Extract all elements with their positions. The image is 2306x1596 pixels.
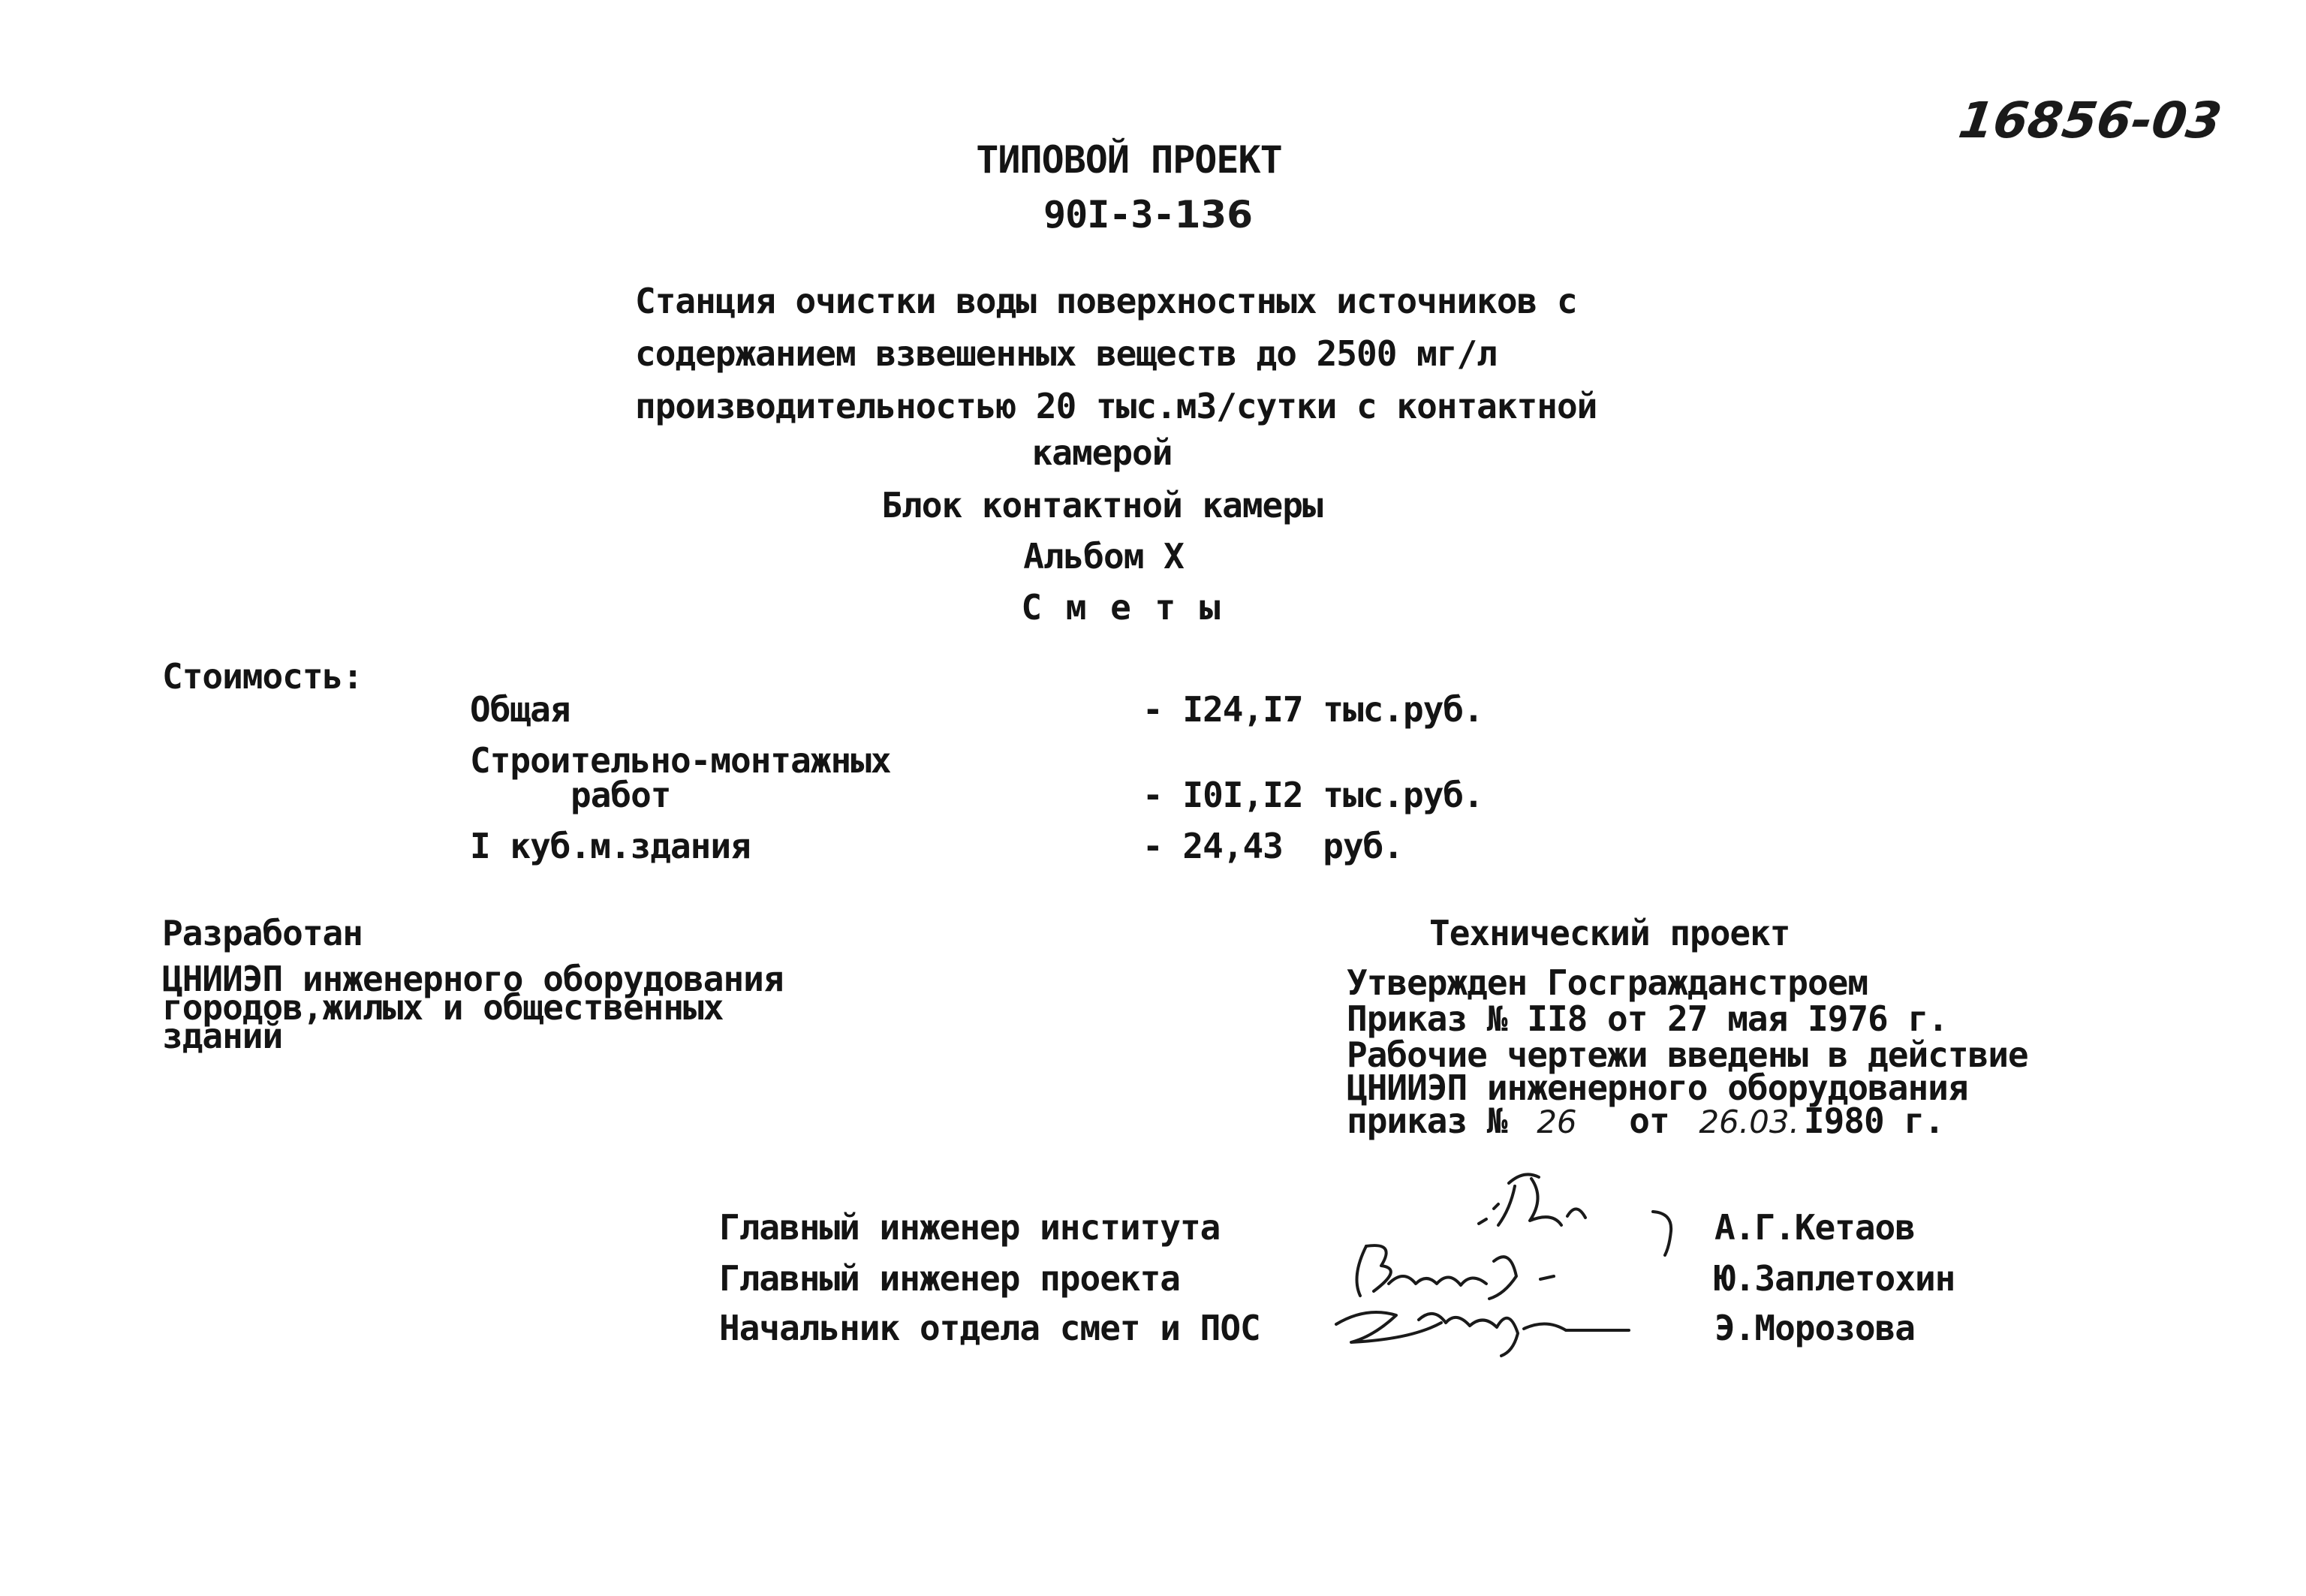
tech-order-line bbox=[1347, 1101, 1944, 1141]
header-typical-project: ТИПОВОЙ ПРОЕКТ bbox=[976, 138, 1282, 182]
project-number bbox=[1043, 193, 1253, 236]
developed-label: Разработан bbox=[162, 913, 363, 953]
role-head-estimates-department: Начальник отдела смет и ПОС bbox=[719, 1308, 1260, 1348]
cost-construction-value: - I0I,I2 тыс.руб. bbox=[1142, 775, 1483, 815]
album-title: Альбом X bbox=[1023, 536, 1184, 577]
title-line-1: Станция очистки воды поверхностных источников с bbox=[635, 281, 1577, 321]
developed-line-2: городов,жилых и общественных bbox=[162, 987, 724, 1028]
block-title: Блок контактной камеры bbox=[881, 485, 1323, 525]
estimates-title: С м е т ы bbox=[1021, 587, 1222, 628]
title-line-2: содержанием взвешенных веществ до 2500 мг/л bbox=[635, 333, 1497, 374]
tech-project-title: Технический проект bbox=[1429, 913, 1790, 953]
handwritten-document-number: 16856-03 bbox=[1955, 92, 2226, 149]
cost-label: Стоимость: bbox=[162, 656, 363, 697]
project-number-prefix: 90I-3- bbox=[1043, 193, 1175, 236]
cost-construction-label-2: работ bbox=[570, 775, 671, 815]
signature-3-icon bbox=[1321, 1276, 1636, 1366]
project-number-handwritten-suffix: 136 bbox=[1174, 193, 1253, 236]
cost-total-label: Общая bbox=[470, 689, 570, 730]
tech-order-prefix: приказ № bbox=[1347, 1101, 1507, 1141]
name-morozova: Э.Морозова bbox=[1714, 1308, 1915, 1348]
cost-per-cubic-value: - 24,43 руб. bbox=[1142, 826, 1404, 866]
tech-order-year: I980 г. bbox=[1803, 1101, 1944, 1141]
name-ketaov: А.Г.Кетаов bbox=[1714, 1207, 1915, 1248]
cost-per-cubic-label: I куб.м.здания bbox=[470, 826, 751, 866]
role-chief-engineer-project: Главный инженер проекта bbox=[719, 1258, 1180, 1299]
cost-total-value: - I24,I7 тыс.руб. bbox=[1142, 689, 1483, 730]
developed-line-3: зданий bbox=[162, 1016, 283, 1056]
title-line-3: производительностью 20 тыс.м3/сутки с контактной bbox=[635, 386, 1597, 426]
tech-order-number-handwritten: 26 bbox=[1537, 1104, 1577, 1140]
tech-line-4: ЦНИИЭП инженерного оборудования bbox=[1347, 1068, 1968, 1108]
signature-bracket-icon bbox=[1648, 1201, 1686, 1261]
tech-order-from: от bbox=[1629, 1101, 1669, 1141]
tech-order-date-handwritten: 26.03. bbox=[1699, 1104, 1799, 1140]
developed-line-1: ЦНИИЭП инженерного оборудования bbox=[162, 959, 784, 999]
tech-line-1: Утвержден Госгражданстроем bbox=[1347, 962, 1868, 1003]
name-zapletokhin: Ю.Заплетохин bbox=[1714, 1258, 1955, 1299]
tech-line-2: Приказ № II8 от 27 мая I976 г. bbox=[1347, 998, 1948, 1039]
role-chief-engineer-institute: Главный инженер института bbox=[719, 1207, 1221, 1248]
tech-line-3: Рабочие чертежи введены в действие bbox=[1347, 1034, 2028, 1075]
title-line-4: камерой bbox=[1031, 432, 1173, 473]
cost-construction-label: Строительно-монтажных bbox=[470, 740, 891, 781]
